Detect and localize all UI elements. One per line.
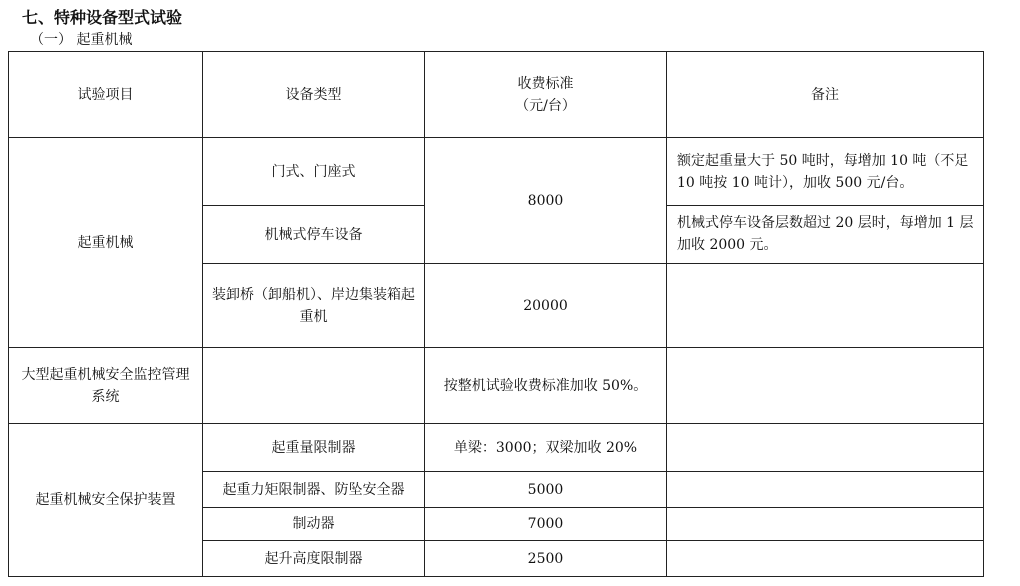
protection-note-cell — [667, 424, 984, 472]
protection-type-cell: 起重量限制器 — [203, 424, 425, 472]
table-row — [9, 138, 984, 206]
protection-fee-cell: 2500 — [425, 541, 667, 577]
protection-item-cell: 起重机械安全保护装置 — [9, 424, 203, 577]
header-type: 设备类型 — [203, 52, 425, 138]
protection-fee-cell: 单梁：3000；双梁加收 20% — [425, 424, 667, 472]
crane-note-gantry: 额定起重量大于 50 吨时，每增加 10 吨（不足 10 吨按 10 吨计），加收 500 元/台。 — [667, 138, 984, 206]
subsection-title: （一） 起重机械 — [30, 32, 133, 48]
table-row — [9, 348, 984, 424]
crane-note-unloader — [667, 264, 984, 348]
header-item: 试验项目 — [9, 52, 203, 138]
monitor-type-cell — [203, 348, 425, 424]
protection-fee-cell: 5000 — [425, 472, 667, 508]
protection-type-cell: 起升高度限制器 — [203, 541, 425, 577]
crane-type-gantry: 门式、门座式 — [203, 138, 425, 206]
protection-note-cell — [667, 541, 984, 577]
protection-note-cell — [667, 508, 984, 541]
protection-type-cell: 起重力矩限制器、防坠安全器 — [203, 472, 425, 508]
monitor-fee-cell: 按整机试验收费标准加收 50%。 — [425, 348, 667, 424]
monitor-note-cell — [667, 348, 984, 424]
crane-fee-unloader: 20000 — [425, 264, 667, 348]
fee-table — [8, 51, 984, 577]
section-title: 七、特种设备型式试验 — [22, 8, 183, 27]
protection-fee-cell: 7000 — [425, 508, 667, 541]
protection-type-cell: 制动器 — [203, 508, 425, 541]
table-row — [9, 424, 984, 472]
table-header-row — [9, 52, 984, 138]
crane-type-unloader: 装卸桥（卸船机）、岸边集装箱起重机 — [203, 264, 425, 348]
crane-type-parking: 机械式停车设备 — [203, 206, 425, 264]
crane-item-cell: 起重机械 — [9, 138, 203, 348]
monitor-item-cell: 大型起重机械安全监控管理系统 — [9, 348, 203, 424]
header-fee: 收费标准 （元/台） — [425, 52, 667, 138]
header-note: 备注 — [667, 52, 984, 138]
crane-fee-shared: 8000 — [425, 138, 667, 264]
crane-note-parking: 机械式停车设备层数超过 20 层时，每增加 1 层加收 2000 元。 — [667, 206, 984, 264]
protection-note-cell — [667, 472, 984, 508]
